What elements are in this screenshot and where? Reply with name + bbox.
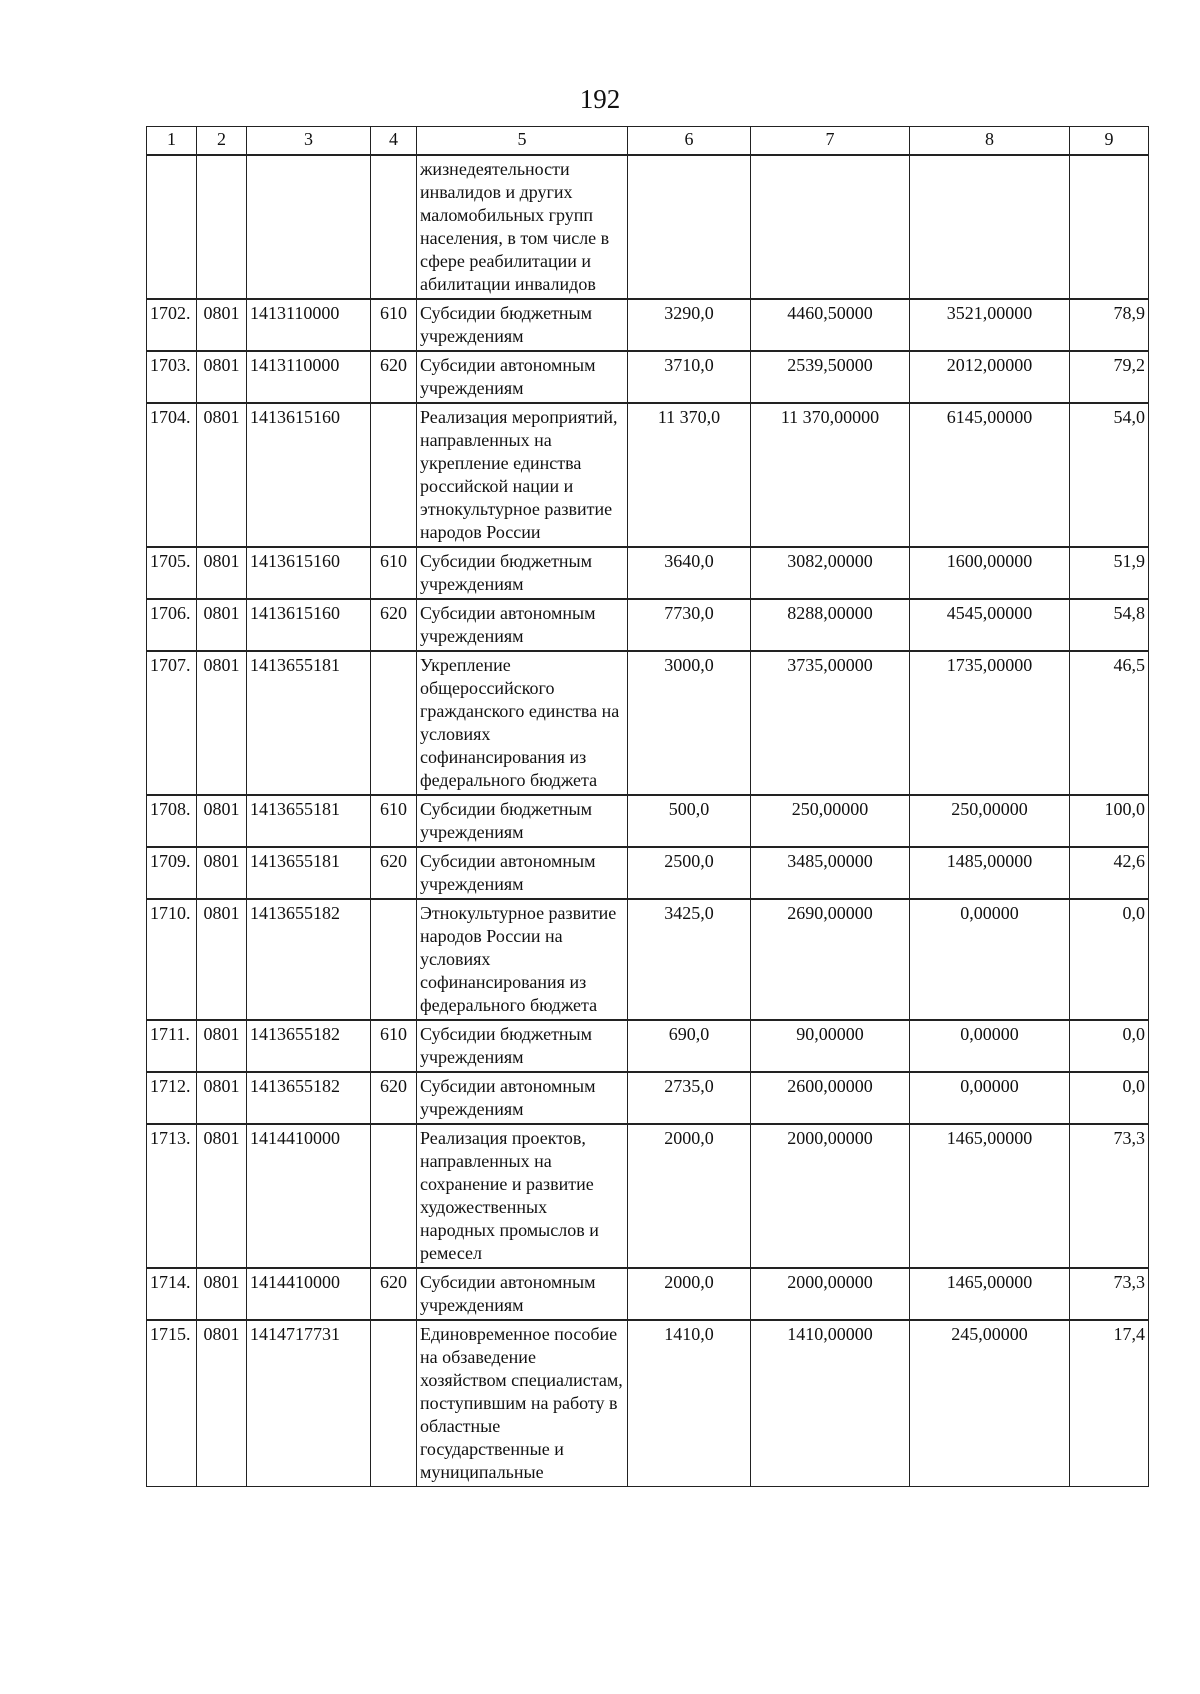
target-article-cell xyxy=(247,155,371,299)
expense-kind-cell: 610 xyxy=(371,1020,417,1072)
target-article-cell: 1413655181 xyxy=(247,847,371,899)
column-header: 7 xyxy=(751,127,910,156)
row-number-cell: 1704. xyxy=(147,403,197,547)
row-number-cell: 1713. xyxy=(147,1124,197,1268)
expense-kind-cell: 610 xyxy=(371,795,417,847)
value-col8-cell: 1485,00000 xyxy=(910,847,1070,899)
target-article-cell: 1413110000 xyxy=(247,299,371,351)
table-row xyxy=(147,847,1149,899)
item-name-cell: Субсидии автономным учреждениям xyxy=(417,1268,628,1320)
value-col8-cell: 2012,00000 xyxy=(910,351,1070,403)
value-col7-cell: 2539,50000 xyxy=(751,351,910,403)
section-code-cell: 0801 xyxy=(197,1020,247,1072)
column-header: 6 xyxy=(628,127,751,156)
target-article-cell: 1414717731 xyxy=(247,1320,371,1487)
section-code-cell: 0801 xyxy=(197,795,247,847)
item-name-cell: Реализация мероприятий, направленных на укрепление единства российской нации и этнокультурное развитие народов России xyxy=(417,403,628,547)
row-number-cell: 1715. xyxy=(147,1320,197,1487)
value-col6-cell: 3710,0 xyxy=(628,351,751,403)
value-col8-cell: 0,00000 xyxy=(910,1020,1070,1072)
item-name-cell: Субсидии бюджетным учреждениям xyxy=(417,1020,628,1072)
target-article-cell: 1413655182 xyxy=(247,1072,371,1124)
target-article-cell: 1414410000 xyxy=(247,1124,371,1268)
percent-cell: 54,0 xyxy=(1070,403,1149,547)
table-row xyxy=(147,1268,1149,1320)
table-row xyxy=(147,899,1149,1020)
section-code-cell: 0801 xyxy=(197,1320,247,1487)
section-code-cell: 0801 xyxy=(197,351,247,403)
table-row xyxy=(147,1320,1149,1487)
section-code-cell: 0801 xyxy=(197,547,247,599)
value-col8-cell: 250,00000 xyxy=(910,795,1070,847)
row-number-cell xyxy=(147,155,197,299)
row-number-cell: 1703. xyxy=(147,351,197,403)
value-col7-cell: 250,00000 xyxy=(751,795,910,847)
item-name-cell: Реализация проектов, направленных на сохранение и развитие художественных народных промыслов и ремесел xyxy=(417,1124,628,1268)
percent-cell: 0,0 xyxy=(1070,1020,1149,1072)
value-col6-cell: 3425,0 xyxy=(628,899,751,1020)
percent-cell: 54,8 xyxy=(1070,599,1149,651)
section-code-cell: 0801 xyxy=(197,1124,247,1268)
expense-kind-cell: 620 xyxy=(371,599,417,651)
table-header-row xyxy=(147,127,1149,156)
expense-kind-cell xyxy=(371,651,417,795)
item-name-cell: Субсидии автономным учреждениям xyxy=(417,599,628,651)
column-header: 9 xyxy=(1070,127,1149,156)
section-code-cell: 0801 xyxy=(197,1072,247,1124)
row-number-cell: 1711. xyxy=(147,1020,197,1072)
percent-cell: 0,0 xyxy=(1070,899,1149,1020)
target-article-cell: 1413655182 xyxy=(247,1020,371,1072)
expense-kind-cell: 610 xyxy=(371,547,417,599)
target-article-cell: 1414410000 xyxy=(247,1268,371,1320)
value-col8-cell: 0,00000 xyxy=(910,899,1070,1020)
row-number-cell: 1708. xyxy=(147,795,197,847)
value-col6-cell: 690,0 xyxy=(628,1020,751,1072)
column-header: 8 xyxy=(910,127,1070,156)
section-code-cell: 0801 xyxy=(197,1268,247,1320)
value-col8-cell: 1465,00000 xyxy=(910,1124,1070,1268)
column-header: 3 xyxy=(247,127,371,156)
table-row xyxy=(147,1020,1149,1072)
budget-table xyxy=(146,126,1149,1487)
value-col7-cell: 2690,00000 xyxy=(751,899,910,1020)
target-article-cell: 1413655182 xyxy=(247,899,371,1020)
percent-cell: 78,9 xyxy=(1070,299,1149,351)
item-name-cell: Субсидии бюджетным учреждениям xyxy=(417,299,628,351)
table-row xyxy=(147,1124,1149,1268)
value-col8-cell: 6145,00000 xyxy=(910,403,1070,547)
value-col7-cell xyxy=(751,155,910,299)
table-row xyxy=(147,651,1149,795)
row-number-cell: 1710. xyxy=(147,899,197,1020)
table-row xyxy=(147,155,1149,299)
value-col6-cell: 3640,0 xyxy=(628,547,751,599)
section-code-cell: 0801 xyxy=(197,599,247,651)
item-name-cell: Субсидии бюджетным учреждениям xyxy=(417,795,628,847)
value-col6-cell: 3290,0 xyxy=(628,299,751,351)
value-col8-cell: 1600,00000 xyxy=(910,547,1070,599)
row-number-cell: 1712. xyxy=(147,1072,197,1124)
value-col7-cell: 1410,00000 xyxy=(751,1320,910,1487)
expense-kind-cell: 610 xyxy=(371,299,417,351)
section-code-cell: 0801 xyxy=(197,299,247,351)
table-body xyxy=(147,155,1149,1487)
value-col6-cell: 2735,0 xyxy=(628,1072,751,1124)
table-row xyxy=(147,547,1149,599)
value-col8-cell xyxy=(910,155,1070,299)
value-col6-cell: 2000,0 xyxy=(628,1268,751,1320)
expense-kind-cell: 620 xyxy=(371,351,417,403)
value-col7-cell: 2000,00000 xyxy=(751,1124,910,1268)
target-article-cell: 1413655181 xyxy=(247,651,371,795)
expense-kind-cell: 620 xyxy=(371,847,417,899)
item-name-cell: Единовременное пособие на обзаведение хозяйством специалистам, поступившим на работу в областные государственные и муниципальные xyxy=(417,1320,628,1487)
target-article-cell: 1413615160 xyxy=(247,547,371,599)
value-col6-cell: 1410,0 xyxy=(628,1320,751,1487)
value-col8-cell: 4545,00000 xyxy=(910,599,1070,651)
percent-cell: 42,6 xyxy=(1070,847,1149,899)
value-col6-cell: 11 370,0 xyxy=(628,403,751,547)
item-name-cell: Субсидии бюджетным учреждениям xyxy=(417,547,628,599)
row-number-cell: 1707. xyxy=(147,651,197,795)
expense-kind-cell xyxy=(371,1124,417,1268)
item-name-cell: жизнедеятельности инвалидов и других маломобильных групп населения, в том числе в сфере реабилитации и абилитации инвалидов xyxy=(417,155,628,299)
table-row xyxy=(147,299,1149,351)
table-row xyxy=(147,795,1149,847)
expense-kind-cell: 620 xyxy=(371,1072,417,1124)
value-col7-cell: 4460,50000 xyxy=(751,299,910,351)
percent-cell xyxy=(1070,155,1149,299)
value-col7-cell: 11 370,00000 xyxy=(751,403,910,547)
row-number-cell: 1714. xyxy=(147,1268,197,1320)
value-col6-cell: 500,0 xyxy=(628,795,751,847)
value-col7-cell: 3485,00000 xyxy=(751,847,910,899)
target-article-cell: 1413615160 xyxy=(247,599,371,651)
section-code-cell xyxy=(197,155,247,299)
column-header: 2 xyxy=(197,127,247,156)
item-name-cell: Субсидии автономным учреждениям xyxy=(417,847,628,899)
value-col7-cell: 2000,00000 xyxy=(751,1268,910,1320)
row-number-cell: 1702. xyxy=(147,299,197,351)
value-col6-cell: 2500,0 xyxy=(628,847,751,899)
value-col6-cell xyxy=(628,155,751,299)
percent-cell: 46,5 xyxy=(1070,651,1149,795)
table-row xyxy=(147,1072,1149,1124)
column-header: 4 xyxy=(371,127,417,156)
value-col7-cell: 3735,00000 xyxy=(751,651,910,795)
row-number-cell: 1705. xyxy=(147,547,197,599)
value-col6-cell: 7730,0 xyxy=(628,599,751,651)
value-col7-cell: 90,00000 xyxy=(751,1020,910,1072)
row-number-cell: 1709. xyxy=(147,847,197,899)
percent-cell: 73,3 xyxy=(1070,1124,1149,1268)
table-row xyxy=(147,351,1149,403)
item-name-cell: Укрепление общероссийского гражданского единства на условиях софинансирования из федерального бюджета xyxy=(417,651,628,795)
value-col7-cell: 2600,00000 xyxy=(751,1072,910,1124)
column-header: 5 xyxy=(417,127,628,156)
section-code-cell: 0801 xyxy=(197,847,247,899)
target-article-cell: 1413655181 xyxy=(247,795,371,847)
percent-cell: 79,2 xyxy=(1070,351,1149,403)
page-number: 192 xyxy=(579,84,621,114)
value-col8-cell: 0,00000 xyxy=(910,1072,1070,1124)
table-row xyxy=(147,599,1149,651)
table-row xyxy=(147,403,1149,547)
column-header: 1 xyxy=(147,127,197,156)
section-code-cell: 0801 xyxy=(197,651,247,795)
expense-kind-cell xyxy=(371,899,417,1020)
item-name-cell: Субсидии автономным учреждениям xyxy=(417,1072,628,1124)
value-col7-cell: 3082,00000 xyxy=(751,547,910,599)
value-col8-cell: 3521,00000 xyxy=(910,299,1070,351)
expense-kind-cell: 620 xyxy=(371,1268,417,1320)
value-col8-cell: 245,00000 xyxy=(910,1320,1070,1487)
value-col8-cell: 1735,00000 xyxy=(910,651,1070,795)
item-name-cell: Субсидии автономным учреждениям xyxy=(417,351,628,403)
value-col8-cell: 1465,00000 xyxy=(910,1268,1070,1320)
expense-kind-cell xyxy=(371,403,417,547)
expense-kind-cell xyxy=(371,1320,417,1487)
percent-cell: 51,9 xyxy=(1070,547,1149,599)
percent-cell: 73,3 xyxy=(1070,1268,1149,1320)
value-col7-cell: 8288,00000 xyxy=(751,599,910,651)
value-col6-cell: 3000,0 xyxy=(628,651,751,795)
row-number-cell: 1706. xyxy=(147,599,197,651)
percent-cell: 100,0 xyxy=(1070,795,1149,847)
target-article-cell: 1413615160 xyxy=(247,403,371,547)
section-code-cell: 0801 xyxy=(197,403,247,547)
value-col6-cell: 2000,0 xyxy=(628,1124,751,1268)
percent-cell: 17,4 xyxy=(1070,1320,1149,1487)
section-code-cell: 0801 xyxy=(197,899,247,1020)
item-name-cell: Этнокультурное развитие народов России на условиях софинансирования из федерального бюджета xyxy=(417,899,628,1020)
expense-kind-cell xyxy=(371,155,417,299)
percent-cell: 0,0 xyxy=(1070,1072,1149,1124)
target-article-cell: 1413110000 xyxy=(247,351,371,403)
